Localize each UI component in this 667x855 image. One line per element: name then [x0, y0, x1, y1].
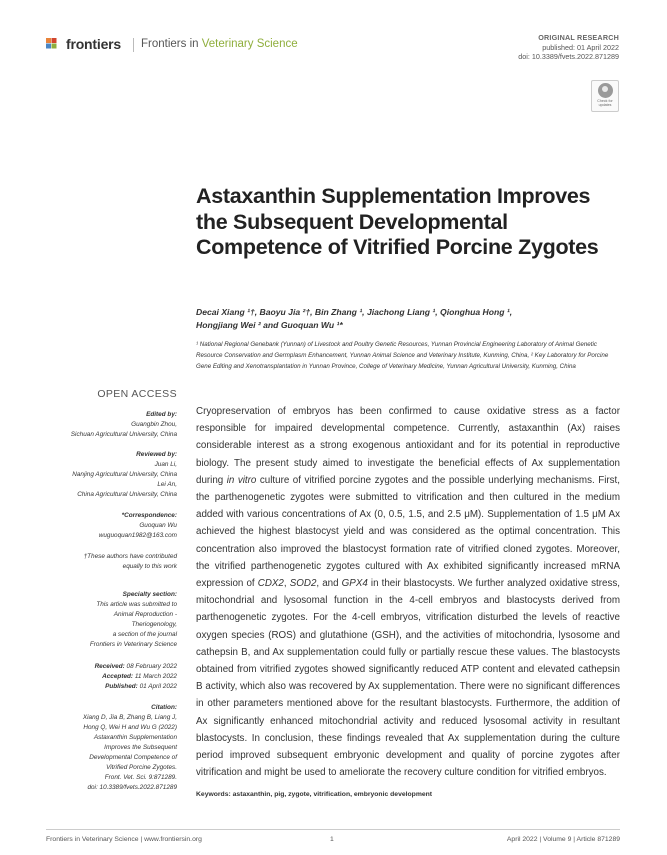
- citation-line-4: Improves the Subsequent: [104, 744, 177, 751]
- journal-field: Veterinary Science: [201, 38, 298, 50]
- citation-line-2: Hong Q, Wei H and Wu G (2022): [83, 724, 177, 731]
- correspondence-label: *Correspondence:: [121, 512, 177, 519]
- frontiers-logo[interactable]: [46, 36, 121, 52]
- published-date: published: 01 April 2022: [542, 42, 619, 52]
- received-value: 08 February 2022: [126, 663, 177, 670]
- contribution-note: [46, 552, 177, 572]
- reviewer-1-affiliation: Nanjing Agricultural University, China: [72, 471, 177, 478]
- citation-line-3: Astaxanthin Supplementation: [93, 734, 177, 741]
- contribution-note-line-2: equally to this work: [122, 563, 177, 570]
- edited-by-block: [46, 410, 177, 440]
- open-access-label: OPEN ACCESS: [97, 388, 177, 400]
- check-updates-icon: [598, 83, 613, 98]
- contribution-note-line-1: †These authors have contributed: [83, 553, 177, 560]
- received-label: Received:: [94, 663, 125, 670]
- gene-gpx4: GPX4: [341, 578, 368, 590]
- affiliation-2: ² Key Laboratory for Porcine Gene Editing and Xenotransplantation in Yunnan Province, College of Veterinary Medicine, Yunnan Agricultural University, Kunming, China: [196, 351, 609, 370]
- specialty-line-3: Theriogenology,: [131, 621, 177, 628]
- dates-block: [46, 662, 177, 692]
- correspondence-name: Guoquan Wu: [139, 522, 177, 529]
- affiliations: [196, 340, 621, 372]
- specialty-section: [46, 590, 177, 650]
- reviewer-2-affiliation: China Agricultural University, China: [77, 491, 177, 498]
- keywords-list: astaxanthin, pig, zygote, vitrification, embryonic development: [232, 791, 433, 798]
- accepted-value: 11 March 2022: [134, 673, 177, 680]
- header-divider: [133, 38, 134, 52]
- citation-block: [46, 703, 177, 793]
- abstract-in-vitro: in vitro: [226, 474, 257, 486]
- gene-separator-2: , and: [316, 578, 342, 590]
- correspondence-email[interactable]: wuguoquan1982@163.com: [98, 532, 177, 539]
- footer-journal[interactable]: Frontiers in Veterinary Science | www.frontiersin.org: [46, 836, 202, 843]
- article-type: ORIGINAL RESEARCH: [538, 33, 619, 42]
- published-value: 01 April 2022: [139, 683, 177, 690]
- edited-by-label: Edited by:: [146, 411, 177, 418]
- citation-doi[interactable]: doi: 10.3389/fvets.2022.871289: [87, 784, 177, 791]
- footer-divider: [46, 829, 620, 830]
- editor-name[interactable]: Guangbin Zhou,: [131, 421, 177, 428]
- logo-wordmark: frontiers: [66, 36, 121, 52]
- specialty-line-4: a section of the journal: [112, 631, 177, 638]
- citation-line-7: Front. Vet. Sci. 9:871289.: [104, 774, 177, 781]
- reviewer-1-name[interactable]: Juan Li,: [154, 461, 177, 468]
- author-list: [196, 306, 616, 331]
- received-date: [46, 662, 177, 672]
- citation-line-1: Xiang D, Jia B, Zhang B, Liang J,: [82, 714, 177, 721]
- keywords: [196, 791, 620, 798]
- gene-separator-1: ,: [283, 578, 290, 590]
- citation-line-6: Vitrified Porcine Zygotes.: [106, 764, 177, 771]
- article-title: Astaxanthin Supplementation Improves the Subsequent Developmental Competence of Vitrified Porcine Zygotes: [196, 184, 599, 259]
- footer-volume: April 2022 | Volume 9 | Article 871289: [506, 836, 620, 843]
- reviewed-by-label: Reviewed by:: [136, 451, 177, 458]
- article-doi[interactable]: doi: 10.3389/fvets.2022.871289: [518, 52, 619, 61]
- citation-label: Citation:: [151, 704, 177, 711]
- check-for-updates-button[interactable]: [591, 80, 619, 112]
- citation-line-5: Developmental Competence of: [89, 754, 177, 761]
- published-label: Published:: [105, 683, 138, 690]
- specialty-line-2: Animal Reproduction -: [113, 611, 177, 618]
- authors-line-2: Hongjiang Wei ² and Guoquan Wu ¹*: [196, 319, 343, 330]
- specialty-line-1: This article was submitted to: [96, 601, 177, 608]
- keywords-label: Keywords:: [196, 791, 231, 798]
- journal-prefix: Frontiers in: [141, 38, 202, 50]
- accepted-label: Accepted:: [102, 673, 134, 680]
- frontiers-logo-icon: [46, 36, 62, 52]
- abstract: [196, 403, 620, 781]
- check-updates-label: Check for updates: [597, 99, 613, 107]
- authors-line-1: Decai Xiang ¹†, Baoyu Jia ²†, Bin Zhang ¹, Jiachong Liang ¹, Qionghua Hong ¹,: [196, 307, 513, 317]
- gene-cdx2: CDX2: [257, 578, 284, 590]
- reviewed-by-block: [46, 450, 177, 500]
- accepted-date: [46, 672, 177, 682]
- abstract-part-1: Cryopreservation of embryos has been confirmed to cause oxidative stress as a factor responsible for impaired developmental competence. Currently, astaxanthin (Ax) raises considerable interest as a strong exogenous antioxidant and for its potential in reproductive biology. The present study aimed to investigate the beneficial effects of Ax supplementation during: [196, 406, 620, 486]
- editor-affiliation: Sichuan Agricultural University, China: [70, 431, 177, 438]
- article-meta: [518, 33, 619, 62]
- affiliation-1: ¹ National Regional Genebank (Yunnan) of Livestock and Poultry Genetic Resources, Yunnan Provincial Engineering Laboratory of Animal Genetic Resource Conservation and Germplasm Enhancement, Yunnan Animal Science and Veterinary Institute, Kunming, China,: [196, 341, 597, 359]
- abstract-part-2: culture of vitrified porcine zygotes and the possible underlying mechanisms. First, the parthenogenetic zygotes were submitted to vitrification and then cultured in the medium added with various concentrations of Ax (0, 0.5, 1.5, and 2.5 μM). Supplementation of 1.5 μM Ax achieved the highest blastocyst yield and was considered as the optimal concentration. This concentration also improved the blastocyst formation rate of vitrified cloned zygotes. Moreover, the vitrified parthenogenetic zygotes cultured with Ax exhibited significantly increased mRNA expression of: [196, 474, 620, 590]
- reviewer-2-name[interactable]: Lei An,: [157, 481, 177, 488]
- correspondence-block: [46, 511, 177, 541]
- published-date-side: [46, 682, 177, 692]
- gene-sod2: SOD2: [289, 578, 317, 590]
- specialty-label: Specialty section:: [122, 591, 177, 598]
- abstract-part-3: in their blastocysts. We further analyzed oxidative stress, mitochondrial and lysosomal function in the 4-cell embryos and blastocysts derived from parthenogenetic zygotes. For the 4-cell embryos, vitrification disturbed the levels of reactive oxygen species (ROS) and glutathione (GSH), and the activities of mitochondria, lysosome and cathepsin B, and Ax supplementation could fully or partially rescue these values. The blastocysts obtained from vitrified zygotes showed significantly reduced ATP content and elevated cathepsin B activity, which also was recovered by Ax supplementation. There were no significant differences in other parameters mentioned above for the resultant blastocysts. Furthermore, the addition of Ax significantly enhanced mitochondrial activity and reduced lysosomal activity in resultant blastocysts. In conclusion, these findings revealed that Ax supplementation during the culture period improved subsequent embryonic development and quality of porcine zygotes after vitrification and might be used to ameliorate the recovery culture condition for vitrified embryos.: [196, 578, 620, 779]
- journal-name[interactable]: [141, 38, 298, 50]
- page-number: 1: [330, 836, 334, 843]
- specialty-line-5: Frontiers in Veterinary Science: [89, 641, 177, 648]
